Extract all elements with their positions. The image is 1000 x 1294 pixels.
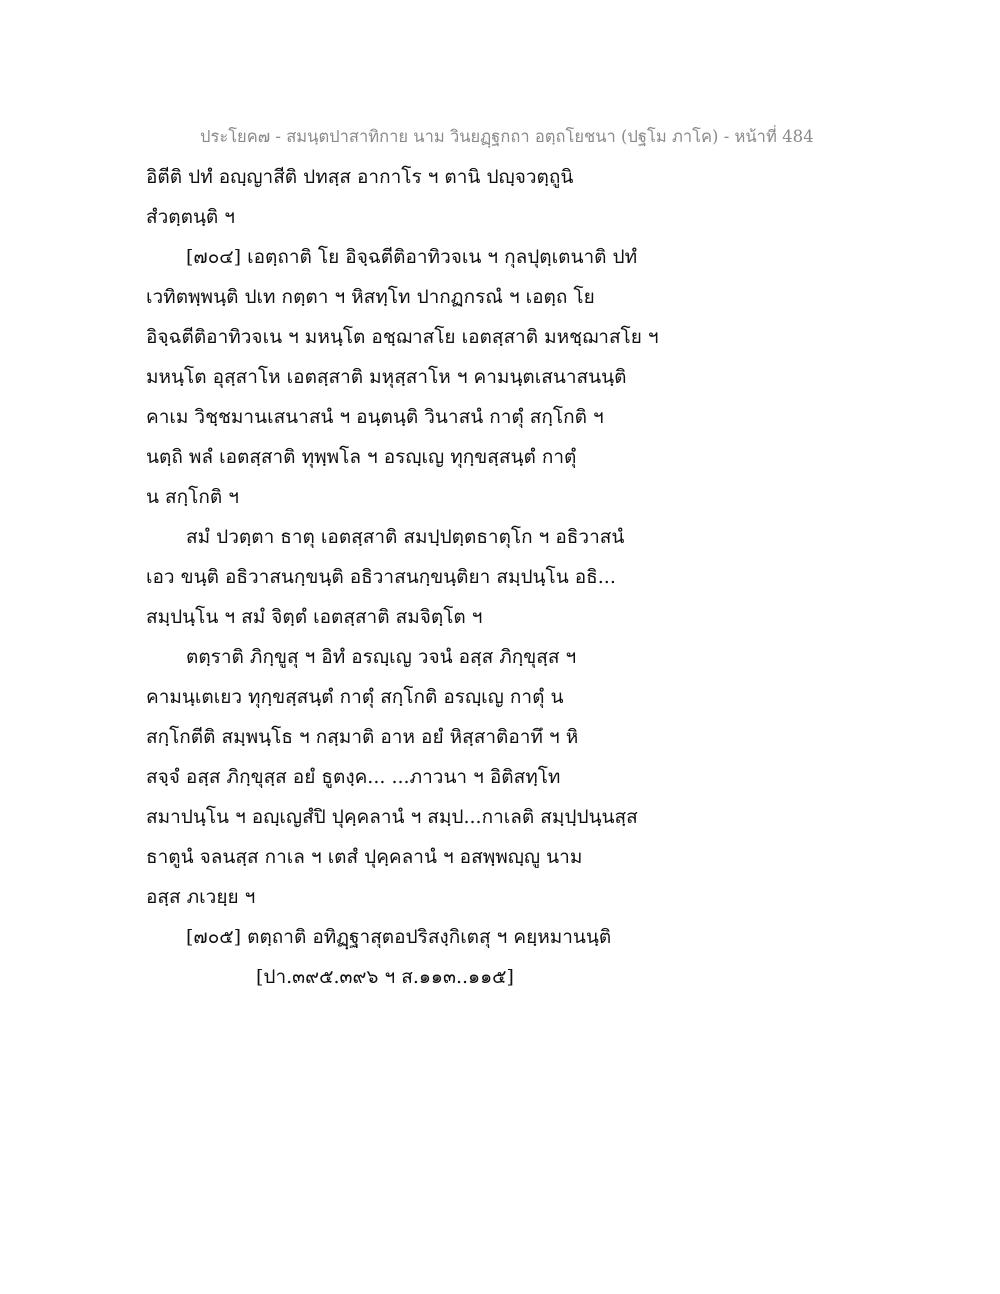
text-line: นตฺถิ พลํ เอตสฺสาติ ทุพฺพโล ฯ อรญฺเญ ทุกฺขสฺสนฺตํ กาตุํ [146,446,577,468]
paragraph-start-704: [๗๐๔] เอตฺถาติ โย อิจฺฉตีติอาทิวจเน ฯ กุลปุตฺเตนาติ ปทํ [186,246,638,268]
text-line: อิจฺฉตีติอาทิวจเน ฯ มหนฺโต อชฺฌาสโย เอตสฺสาติ มหชฺฌาสโย ฯ [146,326,659,348]
text-line: เอว ขนฺติ อธิวาสนกฺขนฺติ อธิวาสนกฺขนฺติยา สมฺปนฺโน อธิ... [146,566,616,588]
text-line: สมาปนฺโน ฯ อญฺเญสํปิ ปุคฺคลานํ ฯ สมฺป...กาเลติ สมฺปฺปนฺนสฺส [146,806,638,828]
page-header: ประโยค๗ - สมนฺตปาสาทิกาย นาม วินยฏฺฐกถา อตฺถโยชนา (ปฐโม ภาโค) - หน้าที่ 484 [200,127,814,146]
text-line: อิตีติ ปทํ อญฺญาสีติ ปทสฺส อากาโร ฯ ตานิ ปญฺจวตฺถูนิ [146,166,574,188]
text-line: ธาตูนํ จลนสฺส กาเล ฯ เตสํ ปุคฺคลานํ ฯ อสพฺพญฺญู นาม [146,846,583,868]
text-line: มหนฺโต อุสฺสาโห เอตสฺสาติ มหุสฺสาโห ฯ คามนฺตเสนาสนนฺติ [146,366,627,388]
body-text [146,157,866,997]
text-line: สกฺโกตีติ สมฺพนฺโธ ฯ กสฺมาติ อาห อยํ หิสฺสาติอาทึ ฯ หิ [146,726,579,748]
text-line: คามนฺเตเยว ทุกฺขสฺสนฺตํ กาตุํ สกฺโกติ อรญฺเญ กาตุํ น [146,686,564,708]
page-reference: [ปา.๓๙๕.๓๙๖ ฯ ส.๑๑๓..๑๑๕] [256,966,514,988]
text-line: เวทิตพฺพนฺติ ปเท กตฺตา ฯ หิสทฺโท ปากฏกรณํ ฯ เอตฺถ โย [146,286,595,308]
paragraph-start: สมํ ปวตฺตา ธาตุ เอตสฺสาติ สมปฺปตฺตธาตุโก ฯ อธิวาสนํ [186,526,625,548]
text-line: สมฺปนฺโน ฯ สมํ จิตฺตํ เอตสฺสาติ สมจิตฺโต ฯ [146,606,483,628]
text-line: สํวตฺตนฺติ ฯ [146,206,235,228]
paragraph-start: ตตฺราติ ภิกฺขูสุ ฯ อิทํ อรญฺเญ วจนํ อสฺส ภิกฺขุสฺส ฯ [186,646,577,668]
paragraph-start-705: [๗๐๕] ตตฺถาติ อทิฏฺฐาสุตอปริสงฺกิเตสุ ฯ คยฺหมานนฺติ [186,926,612,948]
text-line: คาเม วิชฺชมานเสนาสนํ ฯ อนฺตนฺติ วินาสนํ กาตุํ สกฺโกติ ฯ [146,406,604,428]
text-line: น สกฺโกติ ฯ [146,486,239,508]
text-line: สจฺจํ อสฺส ภิกฺขุสฺส อยํ ธูตงฺค... ...ภาวนา ฯ อิติสทฺโท [146,766,561,788]
text-line: อสฺส ภเวยฺย ฯ [146,886,256,908]
